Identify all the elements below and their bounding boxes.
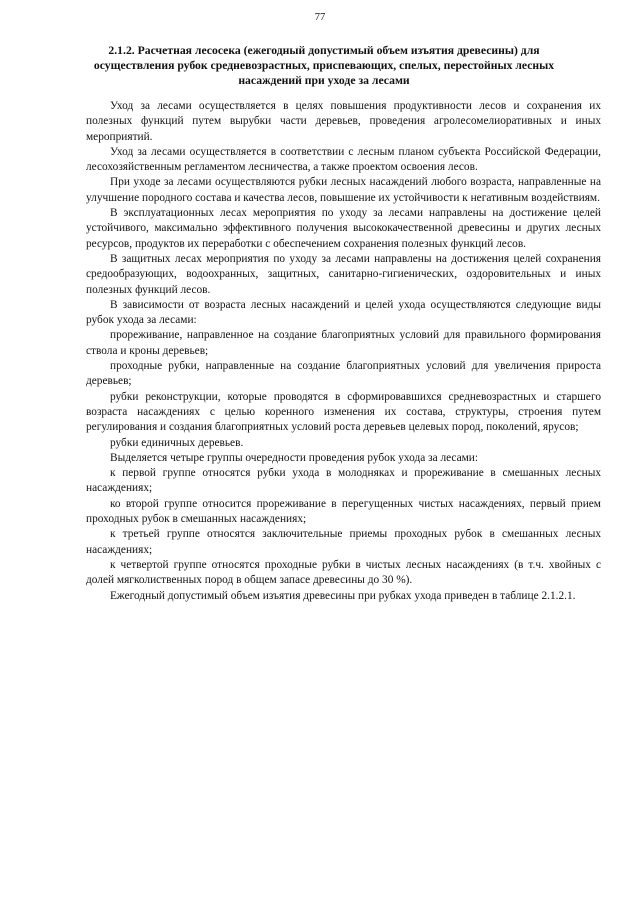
list-item: ко второй группе относится прореживание в перегущенных чистых насаждениях, первый прием проходных рубок в смешанных насаждениях; bbox=[86, 497, 601, 526]
paragraph: В зависимости от возраста лесных насаждений и целей ухода осуществляются следующие виды рубок ухода за лесами: bbox=[86, 298, 601, 327]
list-item: проходные рубки, направленные на создание благоприятных условий для увеличения прироста деревьев; bbox=[86, 360, 601, 388]
paragraph: Выделяется четыре группы очередности проведения рубок ухода за лесами: bbox=[110, 451, 479, 464]
list-item: рубки реконструкции, которые проводятся в сформировавшихся средневозрастных и старшего возраста насаждениях с целью коренного изменения их состава, структуры, строения путем регулирования и создания благоприятных условий роста деревьев целевых пород, поколений, ярусов; bbox=[86, 390, 601, 434]
paragraph: В защитных лесах мероприятия по уходу за лесами направлены на достижения целей сохранения средообразующих, водоохранных, защитных, санитарно-гигиенических, оздоровительных и иных полезных функций лесов. bbox=[86, 252, 601, 296]
paragraph: В эксплуатационных лесах мероприятия по уходу за лесами направлены на достижение целей устойчивого, максимально эффективного получения высококачественной древесины и других лесных ресурсов, продуктов их переработки с обеспечением сохранения полезных функций лесов. bbox=[86, 207, 601, 250]
paragraph: Ежегодный допустимый объем изъятия древесины при рубках ухода приведен в таблице 2.1.2.1. bbox=[110, 589, 576, 602]
paragraph: Уход за лесами осуществляется в соответствии с лесным планом субъекта Российской Федерации, лесохозяйственным регламентом лесничества, а также проектом освоения лесов. bbox=[86, 145, 601, 174]
list-item: к первой группе относятся рубки ухода в молодняках и прореживание в смешанных лесных насаждениях; bbox=[86, 467, 601, 495]
list-item: к четвертой группе относятся проходные рубки в чистых лесных насаждениях (в т.ч. хвойных с долей мягколиственных пород в общем запасе древесины до 30 %). bbox=[86, 558, 601, 587]
paragraph: При уходе за лесами осуществляются рубки лесных насаждений любого возраста, направленные на улучшение породного состава и качества лесов, повышение их устойчивости к негативным воздействиям. bbox=[86, 176, 601, 204]
list-item: рубки единичных деревьев. bbox=[110, 436, 244, 449]
list-item: к третьей группе относятся заключительные приемы проходных рубок в смешанных лесных насаждениях; bbox=[86, 528, 601, 556]
list-item: прореживание, направленное на создание благоприятных условий для правильного формирования ствола и кроны деревьев; bbox=[86, 329, 601, 357]
section-heading: 2.1.2. Расчетная лесосека (ежегодный допустимый объем изъятия древесины) для осуществления рубок средневозрастных, приспевающих, спелых, перестойных лесных насаждений при уходе за лесами bbox=[93, 44, 555, 87]
body-text bbox=[86, 99, 601, 604]
paragraph: Уход за лесами осуществляется в целях повышения продуктивности лесов и сохранения их полезных функций путем вырубки части деревьев, проведения агролесомелиоративных и иных мероприятий. bbox=[86, 100, 601, 143]
page-number: 77 bbox=[314, 12, 326, 23]
